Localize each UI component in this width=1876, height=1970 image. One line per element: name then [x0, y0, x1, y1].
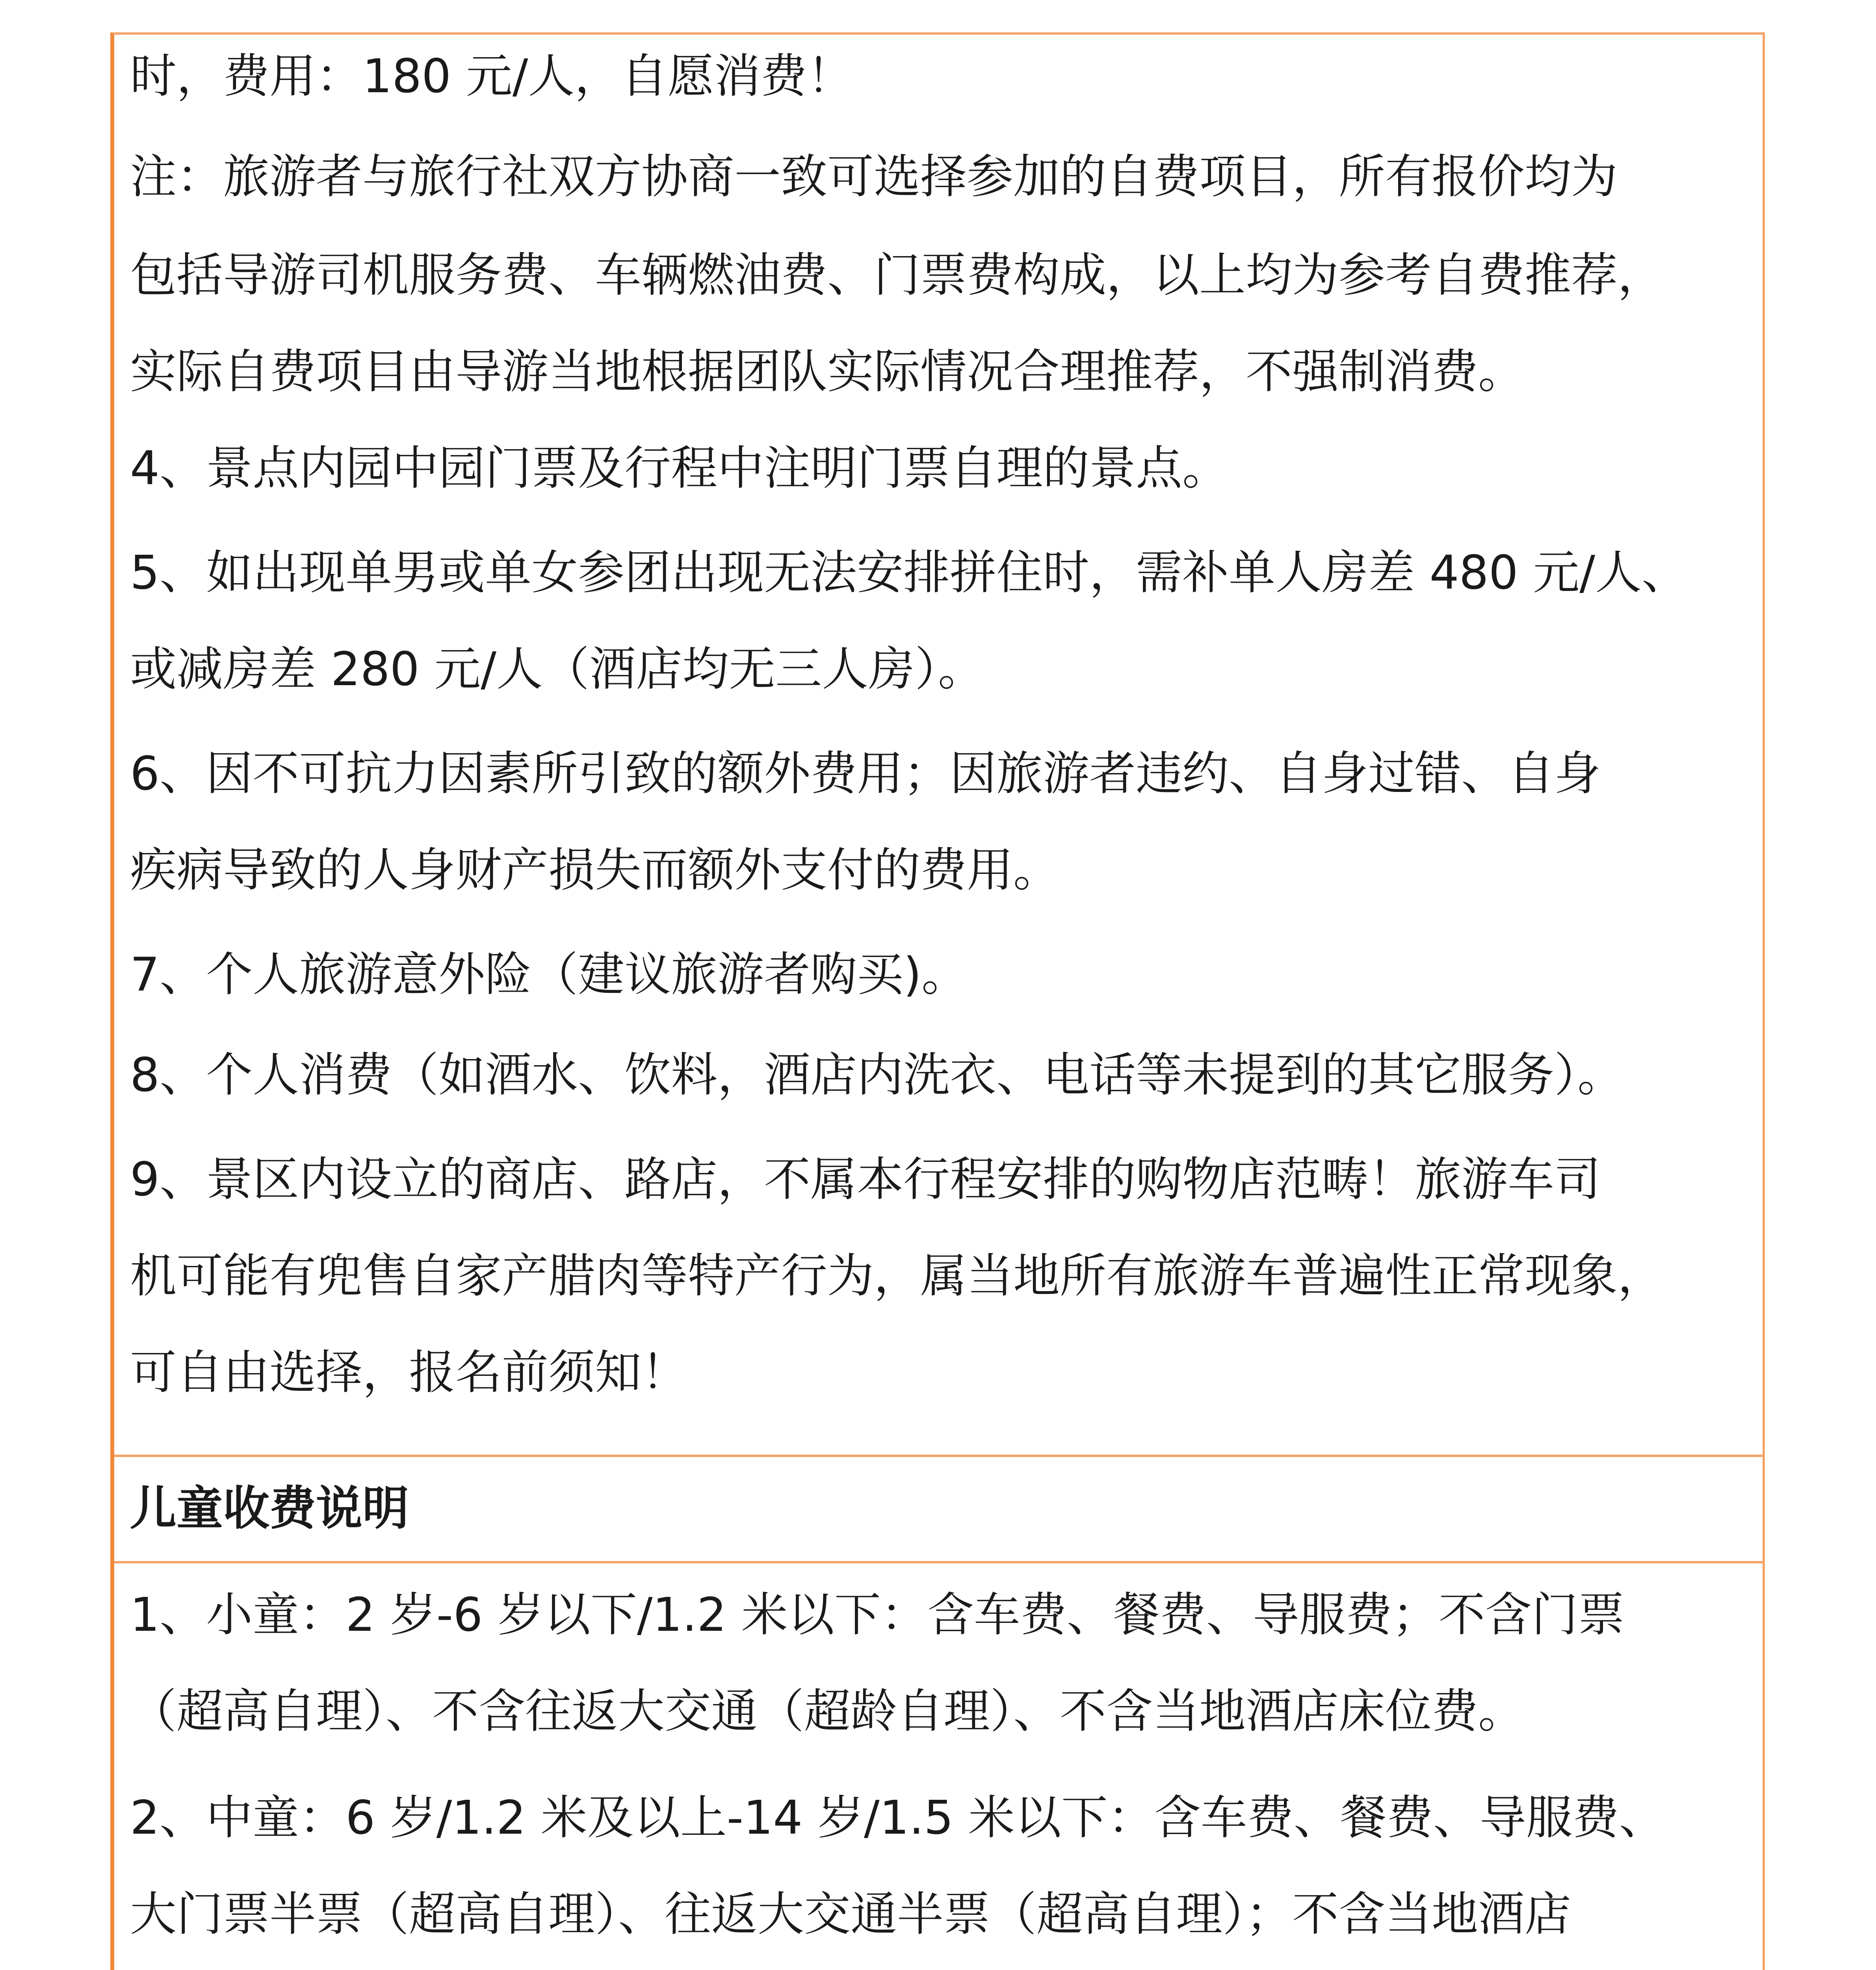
text-line: 大门票半票（超高自理）、往返大交通半票（超高自理）；不含当地酒店 — [130, 1887, 1571, 1941]
text-line: 6、因不可抗力因素所引致的额外费用；因旅游者违约、自身过错、自身 — [130, 746, 1601, 801]
text-line: 机可能有兜售自家产腊肉等特产行为，属当地所有旅游车普遍性正常现象， — [130, 1249, 1664, 1303]
self-pay-notes-cell — [114, 35, 1763, 1457]
text-line: 注：旅游者与旅行社双方协商一致可选择参加的自费项目，所有报价均为 — [130, 149, 1618, 204]
children-fee-cell — [114, 1563, 1763, 1970]
text-line: 2、中童：6 岁/1.2 米及以上-14 岁/1.5 米以下：含车费、餐费、导服费、 — [130, 1790, 1666, 1845]
text-line: 5、如出现单男或单女参团出现无法安排拼住时，需补单人房差 480 元/人、 — [130, 545, 1688, 600]
text-line: 9、景区内设立的商店、路店，不属本行程安排的购物店范畴！旅游车司 — [130, 1152, 1601, 1206]
text-line: 可自由选择，报名前须知！ — [130, 1345, 688, 1399]
text-line: （超高自理）、不含往返大交通（超龄自理）、不含当地酒店床位费。 — [130, 1684, 1525, 1738]
text-line: 包括导游司机服务费、车辆燃油费、门票费构成，以上均为参考自费推荐， — [130, 248, 1664, 302]
fees-table — [110, 32, 1765, 1970]
text-line: 8、个人消费（如酒水、饮料，酒店内洗衣、电话等未提到的其它服务）。 — [130, 1048, 1624, 1102]
text-line: 4、景点内园中园门票及行程中注明门票自理的景点。 — [130, 441, 1229, 495]
children-heading-cell — [114, 1457, 1763, 1563]
text-line: 疾病导致的人身财产损失而额外支付的费用。 — [130, 843, 1060, 897]
text-line: 时，费用：180 元/人，自愿消费！ — [130, 49, 854, 103]
text-line: 7、个人旅游意外险（建议旅游者购买)。 — [130, 947, 968, 1002]
text-line: 实际自费项目由导游当地根据团队实际情况合理推荐，不强制消费。 — [130, 344, 1525, 399]
children-fee-heading: 儿童收费说明 — [130, 1481, 409, 1535]
text-line: 1、小童：2 岁-6 岁以下/1.2 米以下：含车费、餐费、导服费；不含门票 — [130, 1587, 1625, 1642]
text-line: 或减房差 280 元/人（酒店均无三人房）。 — [130, 642, 984, 696]
